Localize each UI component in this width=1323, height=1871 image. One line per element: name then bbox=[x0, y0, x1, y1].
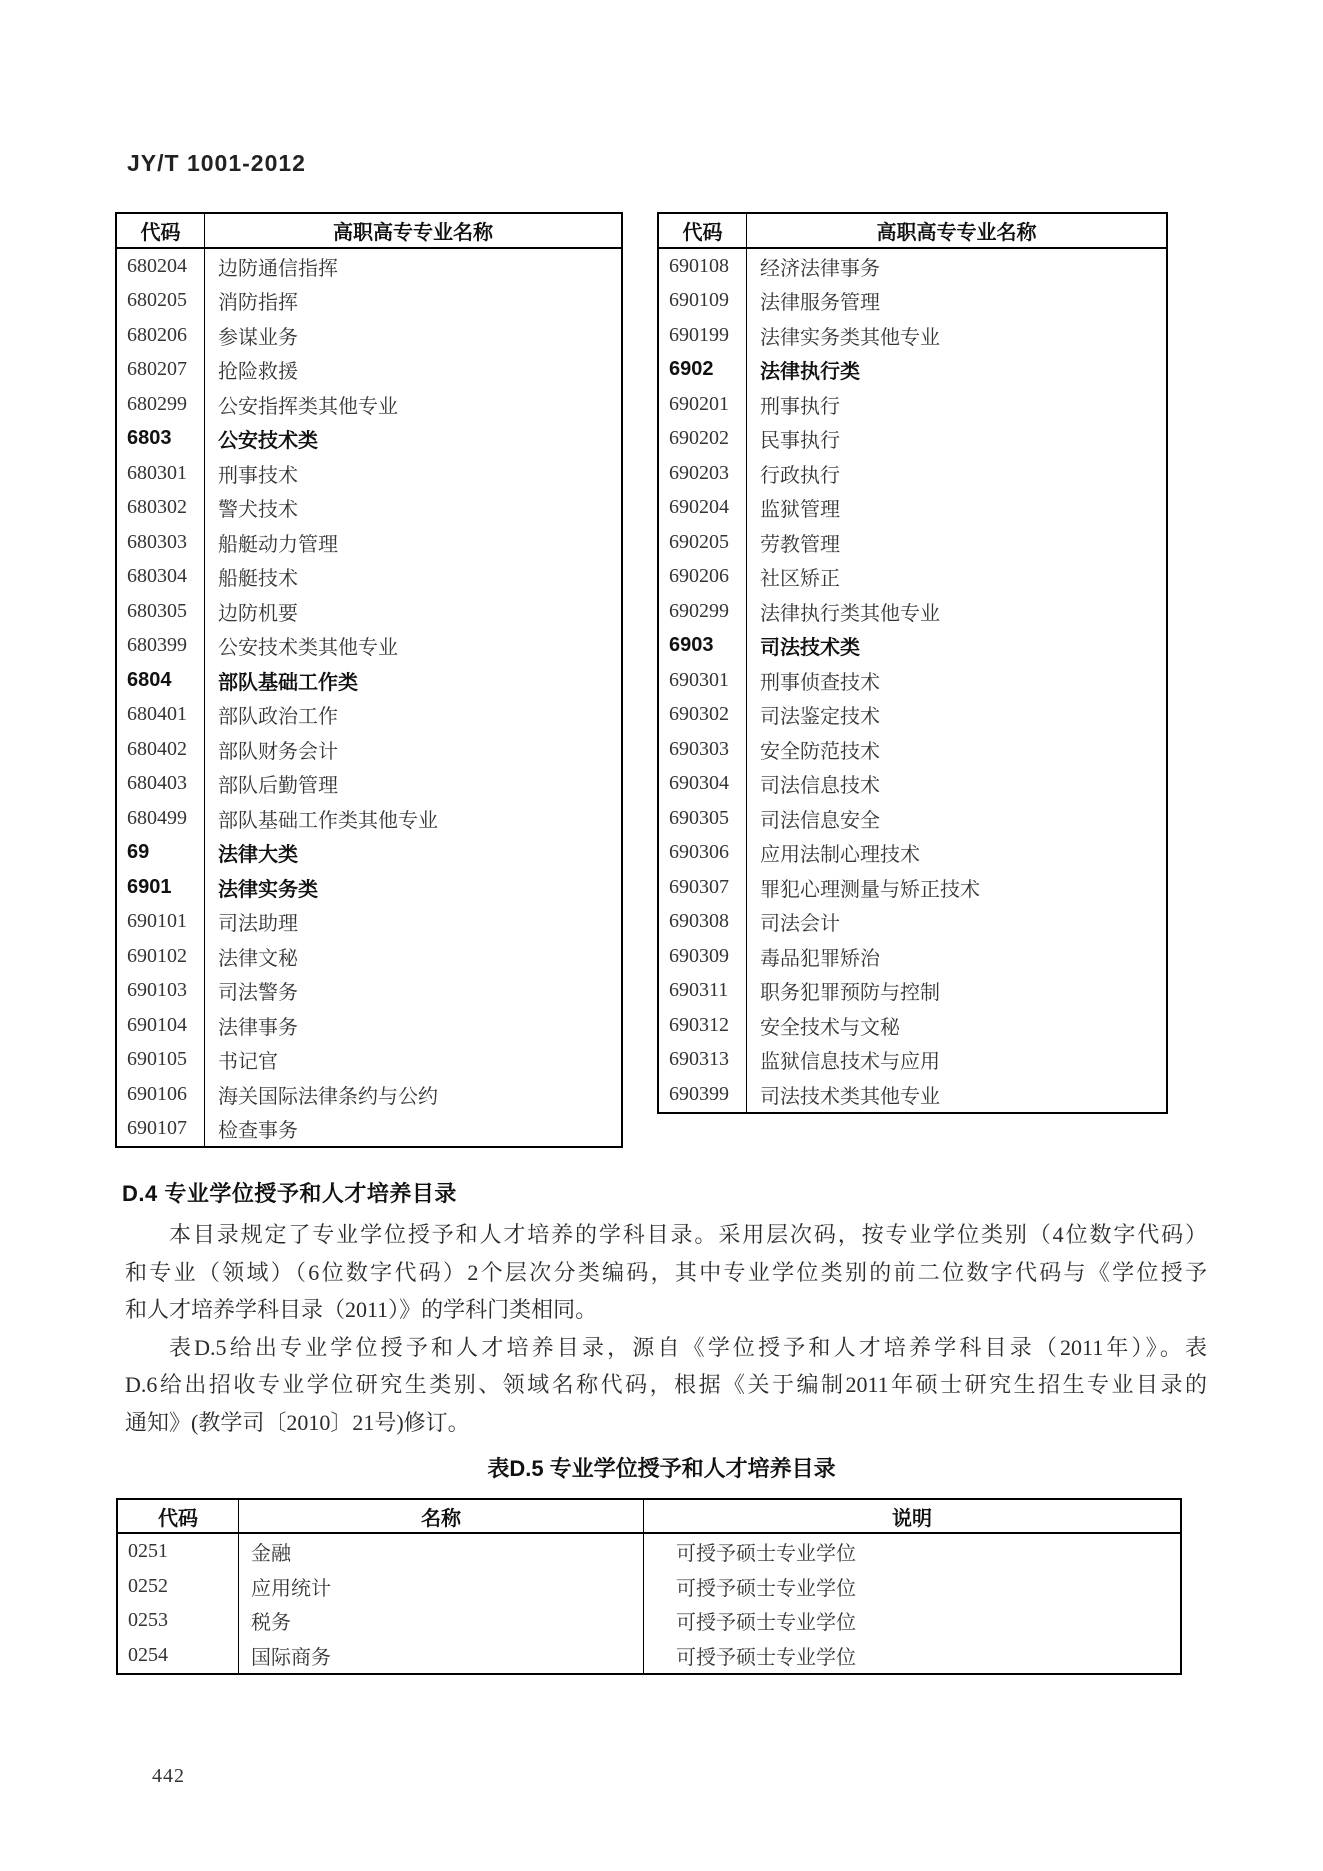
table-row bbox=[659, 905, 1166, 940]
table-header-row bbox=[659, 214, 1166, 249]
name-cell: 公安技术类 bbox=[218, 430, 318, 453]
paragraph-line: 本目录规定了专业学位授予和人才培养的学科目录。采用层次码，按专业学位类别（4位数字代码） bbox=[169, 1222, 1207, 1247]
name-cell: 罪犯心理测量与矫正技术 bbox=[760, 878, 980, 901]
name-cell: 安全防范技术 bbox=[760, 740, 880, 763]
code-cell: 6902 bbox=[659, 353, 747, 388]
name-cell: 船艇技术 bbox=[218, 568, 298, 591]
code-cell: 680205 bbox=[117, 284, 205, 319]
table-row bbox=[117, 767, 621, 802]
code-cell: 690204 bbox=[659, 491, 747, 526]
table-row bbox=[117, 525, 621, 560]
table-row bbox=[117, 801, 621, 836]
code-cell: 680399 bbox=[117, 629, 205, 664]
table-row bbox=[117, 870, 621, 905]
table-row bbox=[118, 1603, 1180, 1638]
name-cell: 国际商务 bbox=[239, 1638, 644, 1673]
table-row bbox=[117, 974, 621, 1009]
table-row bbox=[117, 905, 621, 940]
name-cell: 法律事务 bbox=[218, 1016, 298, 1039]
code-cell: 0252 bbox=[118, 1569, 239, 1604]
name-cell: 金融 bbox=[239, 1534, 644, 1569]
code-cell: 690311 bbox=[659, 974, 747, 1009]
name-cell: 抢险救援 bbox=[218, 361, 298, 384]
name-cell: 司法信息技术 bbox=[760, 775, 880, 798]
code-cell: 6903 bbox=[659, 629, 747, 664]
name-cell: 法律执行类 bbox=[760, 361, 860, 384]
note-cell: 可授予硕士专业学位 bbox=[676, 1542, 856, 1565]
note-cell: 可授予硕士专业学位 bbox=[676, 1577, 856, 1600]
table-row bbox=[659, 732, 1166, 767]
table-row bbox=[117, 249, 621, 284]
paragraph-line: 表D.5给出专业学位授予和人才培养目录，源自《学位授予和人才培养学科目录（2011年）》。表 bbox=[169, 1334, 1207, 1360]
code-cell: 680499 bbox=[117, 801, 205, 836]
code-cell: 690299 bbox=[659, 594, 747, 629]
name-cell: 司法助理 bbox=[218, 913, 298, 936]
name-cell: 法律文秘 bbox=[218, 947, 298, 970]
code-cell: 690399 bbox=[659, 1077, 747, 1112]
code-cell: 690306 bbox=[659, 836, 747, 871]
name-cell: 司法技术类其他专业 bbox=[760, 1085, 940, 1108]
note-column-header: 说明 bbox=[892, 1507, 932, 1530]
table-row bbox=[118, 1569, 1180, 1604]
name-cell: 部队后勤管理 bbox=[218, 775, 338, 798]
code-cell: 690103 bbox=[117, 974, 205, 1009]
name-cell: 社区矫正 bbox=[760, 568, 840, 591]
standard-number: JY/T 1001-2012 bbox=[127, 150, 306, 176]
name-cell: 刑事技术 bbox=[218, 464, 298, 487]
code-cell: 690304 bbox=[659, 767, 747, 802]
name-cell: 刑事执行 bbox=[760, 395, 840, 418]
code-cell: 690203 bbox=[659, 456, 747, 491]
name-cell: 边防机要 bbox=[218, 602, 298, 625]
table-row bbox=[659, 629, 1166, 664]
code-column-header: 代码 bbox=[659, 214, 747, 247]
table-row bbox=[117, 1112, 621, 1147]
table-row bbox=[117, 698, 621, 733]
table-d5-caption: 表D.5 专业学位授予和人才培养目录 bbox=[487, 1456, 836, 1481]
table-row bbox=[659, 939, 1166, 974]
code-cell: 680302 bbox=[117, 491, 205, 526]
major-name-column-header: 高职高专专业名称 bbox=[876, 222, 1037, 244]
name-cell: 公安指挥类其他专业 bbox=[218, 395, 398, 418]
name-cell: 行政执行 bbox=[760, 464, 840, 487]
table-row bbox=[117, 387, 621, 422]
name-cell: 安全技术与文秘 bbox=[760, 1016, 900, 1039]
table-row bbox=[659, 318, 1166, 353]
table-row bbox=[659, 974, 1166, 1009]
table-row bbox=[659, 422, 1166, 457]
table-row bbox=[659, 491, 1166, 526]
code-cell: 680403 bbox=[117, 767, 205, 802]
name-cell: 法律服务管理 bbox=[760, 292, 880, 315]
paragraph-line: D.6给出招收专业学位研究生类别、领域名称代码，根据《关于编制2011年硕士研究生招生专业目录的 bbox=[125, 1372, 1207, 1397]
code-cell: 690105 bbox=[117, 1043, 205, 1078]
table-row bbox=[659, 801, 1166, 836]
name-cell: 部队政治工作 bbox=[218, 706, 338, 729]
name-cell: 消防指挥 bbox=[218, 292, 298, 315]
code-cell: 690107 bbox=[117, 1112, 205, 1147]
code-cell: 680304 bbox=[117, 560, 205, 595]
code-cell: 690312 bbox=[659, 1008, 747, 1043]
name-cell: 司法信息安全 bbox=[760, 809, 880, 832]
code-cell: 690302 bbox=[659, 698, 747, 733]
code-cell: 680204 bbox=[117, 249, 205, 284]
code-cell: 680206 bbox=[117, 318, 205, 353]
table-row bbox=[659, 525, 1166, 560]
code-column-header: 代码 bbox=[118, 1500, 239, 1532]
table-row bbox=[659, 836, 1166, 871]
code-column-header: 代码 bbox=[117, 214, 205, 247]
code-cell: 6901 bbox=[117, 870, 205, 905]
code-cell: 690206 bbox=[659, 560, 747, 595]
code-cell: 690313 bbox=[659, 1043, 747, 1078]
paragraph-line: 通知》(教学司〔2010〕21号)修订。 bbox=[125, 1409, 470, 1435]
name-cell: 税务 bbox=[239, 1603, 644, 1638]
code-cell: 680305 bbox=[117, 594, 205, 629]
name-cell: 检查事务 bbox=[218, 1120, 298, 1143]
code-cell: 690106 bbox=[117, 1077, 205, 1112]
name-cell: 司法会计 bbox=[760, 913, 840, 936]
table-row bbox=[659, 284, 1166, 319]
name-cell: 监狱管理 bbox=[760, 499, 840, 522]
name-cell: 司法技术类 bbox=[760, 637, 860, 660]
table-row bbox=[118, 1534, 1180, 1569]
code-cell: 690205 bbox=[659, 525, 747, 560]
table-row bbox=[118, 1638, 1180, 1673]
table-header-row bbox=[118, 1500, 1180, 1534]
name-cell: 参谋业务 bbox=[218, 326, 298, 349]
name-cell: 书记官 bbox=[218, 1051, 278, 1074]
table-row bbox=[659, 249, 1166, 284]
code-cell: 690101 bbox=[117, 905, 205, 940]
code-cell: 690308 bbox=[659, 905, 747, 940]
code-cell: 690301 bbox=[659, 663, 747, 698]
table-row bbox=[117, 284, 621, 319]
name-cell: 边防通信指挥 bbox=[218, 257, 338, 280]
name-cell: 部队财务会计 bbox=[218, 740, 338, 763]
table-row bbox=[117, 663, 621, 698]
section-body-text bbox=[125, 1216, 1207, 1441]
name-cell: 法律实务类其他专业 bbox=[760, 326, 940, 349]
name-cell: 部队基础工作类 bbox=[218, 671, 358, 694]
table-row bbox=[117, 836, 621, 871]
table-row bbox=[659, 560, 1166, 595]
table-row bbox=[117, 422, 621, 457]
table-row bbox=[117, 732, 621, 767]
table-row bbox=[117, 318, 621, 353]
section-heading: D.4 专业学位授予和人才培养目录 bbox=[122, 1181, 457, 1206]
code-cell: 6803 bbox=[117, 422, 205, 457]
code-cell: 680303 bbox=[117, 525, 205, 560]
table-row bbox=[659, 1043, 1166, 1078]
table-row bbox=[117, 629, 621, 664]
code-cell: 690102 bbox=[117, 939, 205, 974]
name-cell: 刑事侦查技术 bbox=[760, 671, 880, 694]
vocational-majors-table-left bbox=[115, 212, 623, 1148]
name-cell: 民事执行 bbox=[760, 430, 840, 453]
name-cell: 船艇动力管理 bbox=[218, 533, 338, 556]
code-cell: 6804 bbox=[117, 663, 205, 698]
table-row bbox=[659, 353, 1166, 388]
code-cell: 680301 bbox=[117, 456, 205, 491]
name-cell: 劳教管理 bbox=[760, 533, 840, 556]
table-row bbox=[117, 1043, 621, 1078]
vocational-majors-table-right bbox=[657, 212, 1168, 1114]
table-body bbox=[659, 249, 1166, 1112]
code-cell: 690199 bbox=[659, 318, 747, 353]
name-cell: 法律大类 bbox=[218, 844, 298, 867]
table-row bbox=[117, 939, 621, 974]
table-row bbox=[659, 1008, 1166, 1043]
name-cell: 应用统计 bbox=[239, 1569, 644, 1604]
table-row bbox=[117, 1008, 621, 1043]
name-column-header: 名称 bbox=[239, 1500, 644, 1532]
name-cell: 海关国际法律条约与公约 bbox=[218, 1085, 438, 1108]
code-cell: 680402 bbox=[117, 732, 205, 767]
code-cell: 0253 bbox=[118, 1603, 239, 1638]
name-cell: 法律执行类其他专业 bbox=[760, 602, 940, 625]
code-cell: 690109 bbox=[659, 284, 747, 319]
table-row bbox=[117, 491, 621, 526]
paragraph-line: 和人才培养学科目录（2011）》的学科门类相同。 bbox=[125, 1297, 598, 1322]
name-cell: 司法警务 bbox=[218, 982, 298, 1005]
table-row bbox=[659, 767, 1166, 802]
table-row bbox=[117, 456, 621, 491]
name-cell: 公安技术类其他专业 bbox=[218, 637, 398, 660]
table-body bbox=[118, 1534, 1180, 1673]
table-row bbox=[659, 594, 1166, 629]
name-cell: 毒品犯罪矫治 bbox=[760, 947, 880, 970]
code-cell: 69 bbox=[117, 836, 205, 871]
code-cell: 690202 bbox=[659, 422, 747, 457]
table-row bbox=[659, 456, 1166, 491]
table-header-row bbox=[117, 214, 621, 249]
page-number: 442 bbox=[152, 1765, 185, 1787]
table-row bbox=[659, 387, 1166, 422]
table-row bbox=[117, 560, 621, 595]
name-cell: 经济法律事务 bbox=[760, 257, 880, 280]
name-cell: 应用法制心理技术 bbox=[760, 844, 920, 867]
table-row bbox=[117, 1077, 621, 1112]
degree-catalog-table bbox=[116, 1498, 1182, 1675]
table-row bbox=[659, 870, 1166, 905]
code-cell: 690305 bbox=[659, 801, 747, 836]
table-body bbox=[117, 249, 621, 1146]
code-cell: 0254 bbox=[118, 1638, 239, 1673]
table-row bbox=[117, 353, 621, 388]
table-row bbox=[659, 663, 1166, 698]
name-cell: 司法鉴定技术 bbox=[760, 706, 880, 729]
code-cell: 690307 bbox=[659, 870, 747, 905]
table-row bbox=[117, 594, 621, 629]
code-cell: 680207 bbox=[117, 353, 205, 388]
name-cell: 警犬技术 bbox=[218, 499, 298, 522]
note-cell: 可授予硕士专业学位 bbox=[676, 1646, 856, 1669]
paragraph-line: 和专业（领域）（6位数字代码）2个层次分类编码，其中专业学位类别的前二位数字代码与《学位授予 bbox=[125, 1259, 1207, 1285]
name-cell: 部队基础工作类其他专业 bbox=[218, 809, 438, 832]
major-name-column-header: 高职高专专业名称 bbox=[333, 222, 493, 244]
table-row bbox=[659, 1077, 1166, 1112]
code-cell: 680299 bbox=[117, 387, 205, 422]
code-cell: 680401 bbox=[117, 698, 205, 733]
code-cell: 0251 bbox=[118, 1534, 239, 1569]
table-row bbox=[659, 698, 1166, 733]
name-cell: 职务犯罪预防与控制 bbox=[760, 982, 940, 1005]
code-cell: 690303 bbox=[659, 732, 747, 767]
code-cell: 690104 bbox=[117, 1008, 205, 1043]
code-cell: 690108 bbox=[659, 249, 747, 284]
name-cell: 法律实务类 bbox=[218, 878, 318, 901]
note-cell: 可授予硕士专业学位 bbox=[676, 1612, 856, 1635]
code-cell: 690309 bbox=[659, 939, 747, 974]
name-cell: 监狱信息技术与应用 bbox=[760, 1051, 940, 1074]
code-cell: 690201 bbox=[659, 387, 747, 422]
